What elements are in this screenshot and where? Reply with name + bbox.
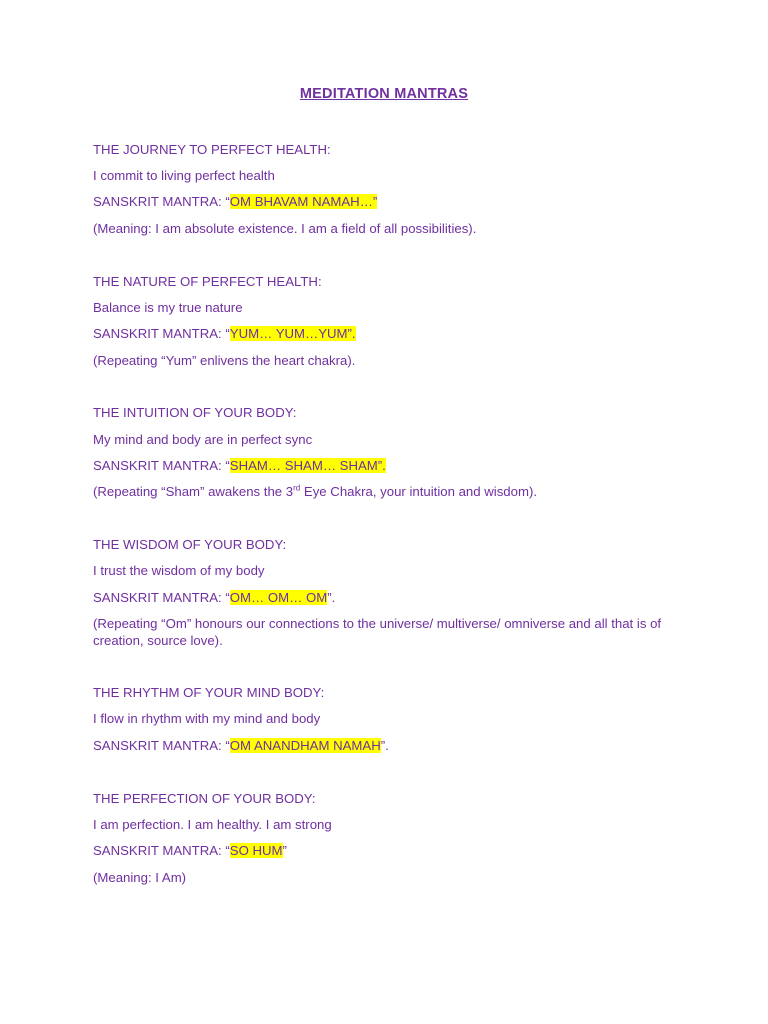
meaning-note [93,483,693,500]
mantra-line [93,842,693,859]
section-heading: THE JOURNEY TO PERFECT HEALTH: [93,142,331,157]
meaning-note: (Meaning: I am absolute existence. I am a field of all possibilities). [93,221,477,236]
page-title: MEDITATION MANTRAS [299,86,469,102]
section-heading: THE RHYTHM OF YOUR MIND BODY: [93,685,325,700]
mantra-suffix: ”. [327,590,336,605]
mantra-line [93,737,693,754]
section-heading: THE PERFECTION OF YOUR BODY: [93,791,316,806]
mantra-highlight: OM BHAVAM NAMAH…” [229,194,378,209]
section-heading: THE WISDOM OF YOUR BODY: [93,537,287,552]
mantra-suffix: ”. [380,738,389,753]
section-heading: THE NATURE OF PERFECT HEALTH: [93,274,322,289]
meaning-note: (Meaning: I Am) [93,870,187,885]
affirmation-text: I am perfection. I am healthy. I am strong [93,817,332,832]
mantra-highlight: SHAM… SHAM… SHAM”. [229,458,386,473]
mantra-prefix: SANSKRIT MANTRA: “ [93,590,230,605]
affirmation-text: I flow in rhythm with my mind and body [93,711,321,726]
mantra-line [93,193,693,210]
mantra-prefix: SANSKRIT MANTRA: “ [93,194,230,209]
ordinal-superscript: rd [293,483,301,493]
affirmation-text: I commit to living perfect health [93,168,275,183]
mantra-line [93,589,693,606]
mantra-highlight: SO HUM [229,843,283,858]
affirmation-text: I trust the wisdom of my body [93,563,265,578]
mantra-prefix: SANSKRIT MANTRA: “ [93,326,230,341]
section-heading: THE INTUITION OF YOUR BODY: [93,405,297,420]
mantra-highlight: YUM… YUM…YUM”. [229,326,356,341]
note-text-before: (Repeating “Sham” awakens the 3 [93,484,294,499]
mantra-prefix: SANSKRIT MANTRA: “ [93,843,230,858]
affirmation-text: My mind and body are in perfect sync [93,432,313,447]
meaning-note: (Repeating “Om” honours our connections to the universe/ multiverse/ omniverse and all that is of creation, source love). [93,616,662,648]
mantra-highlight: OM… OM… OM [229,590,328,605]
meaning-note: (Repeating “Yum” enlivens the heart chakra). [93,353,356,368]
note-text-after: Eye Chakra, your intuition and wisdom). [300,484,538,499]
mantra-highlight: OM ANANDHAM NAMAH [229,738,381,753]
affirmation-text: Balance is my true nature [93,300,243,315]
mantra-suffix: ” [282,843,287,858]
mantra-prefix: SANSKRIT MANTRA: “ [93,458,230,473]
mantra-line [93,325,693,342]
mantra-prefix: SANSKRIT MANTRA: “ [93,738,230,753]
mantra-line [93,457,693,474]
